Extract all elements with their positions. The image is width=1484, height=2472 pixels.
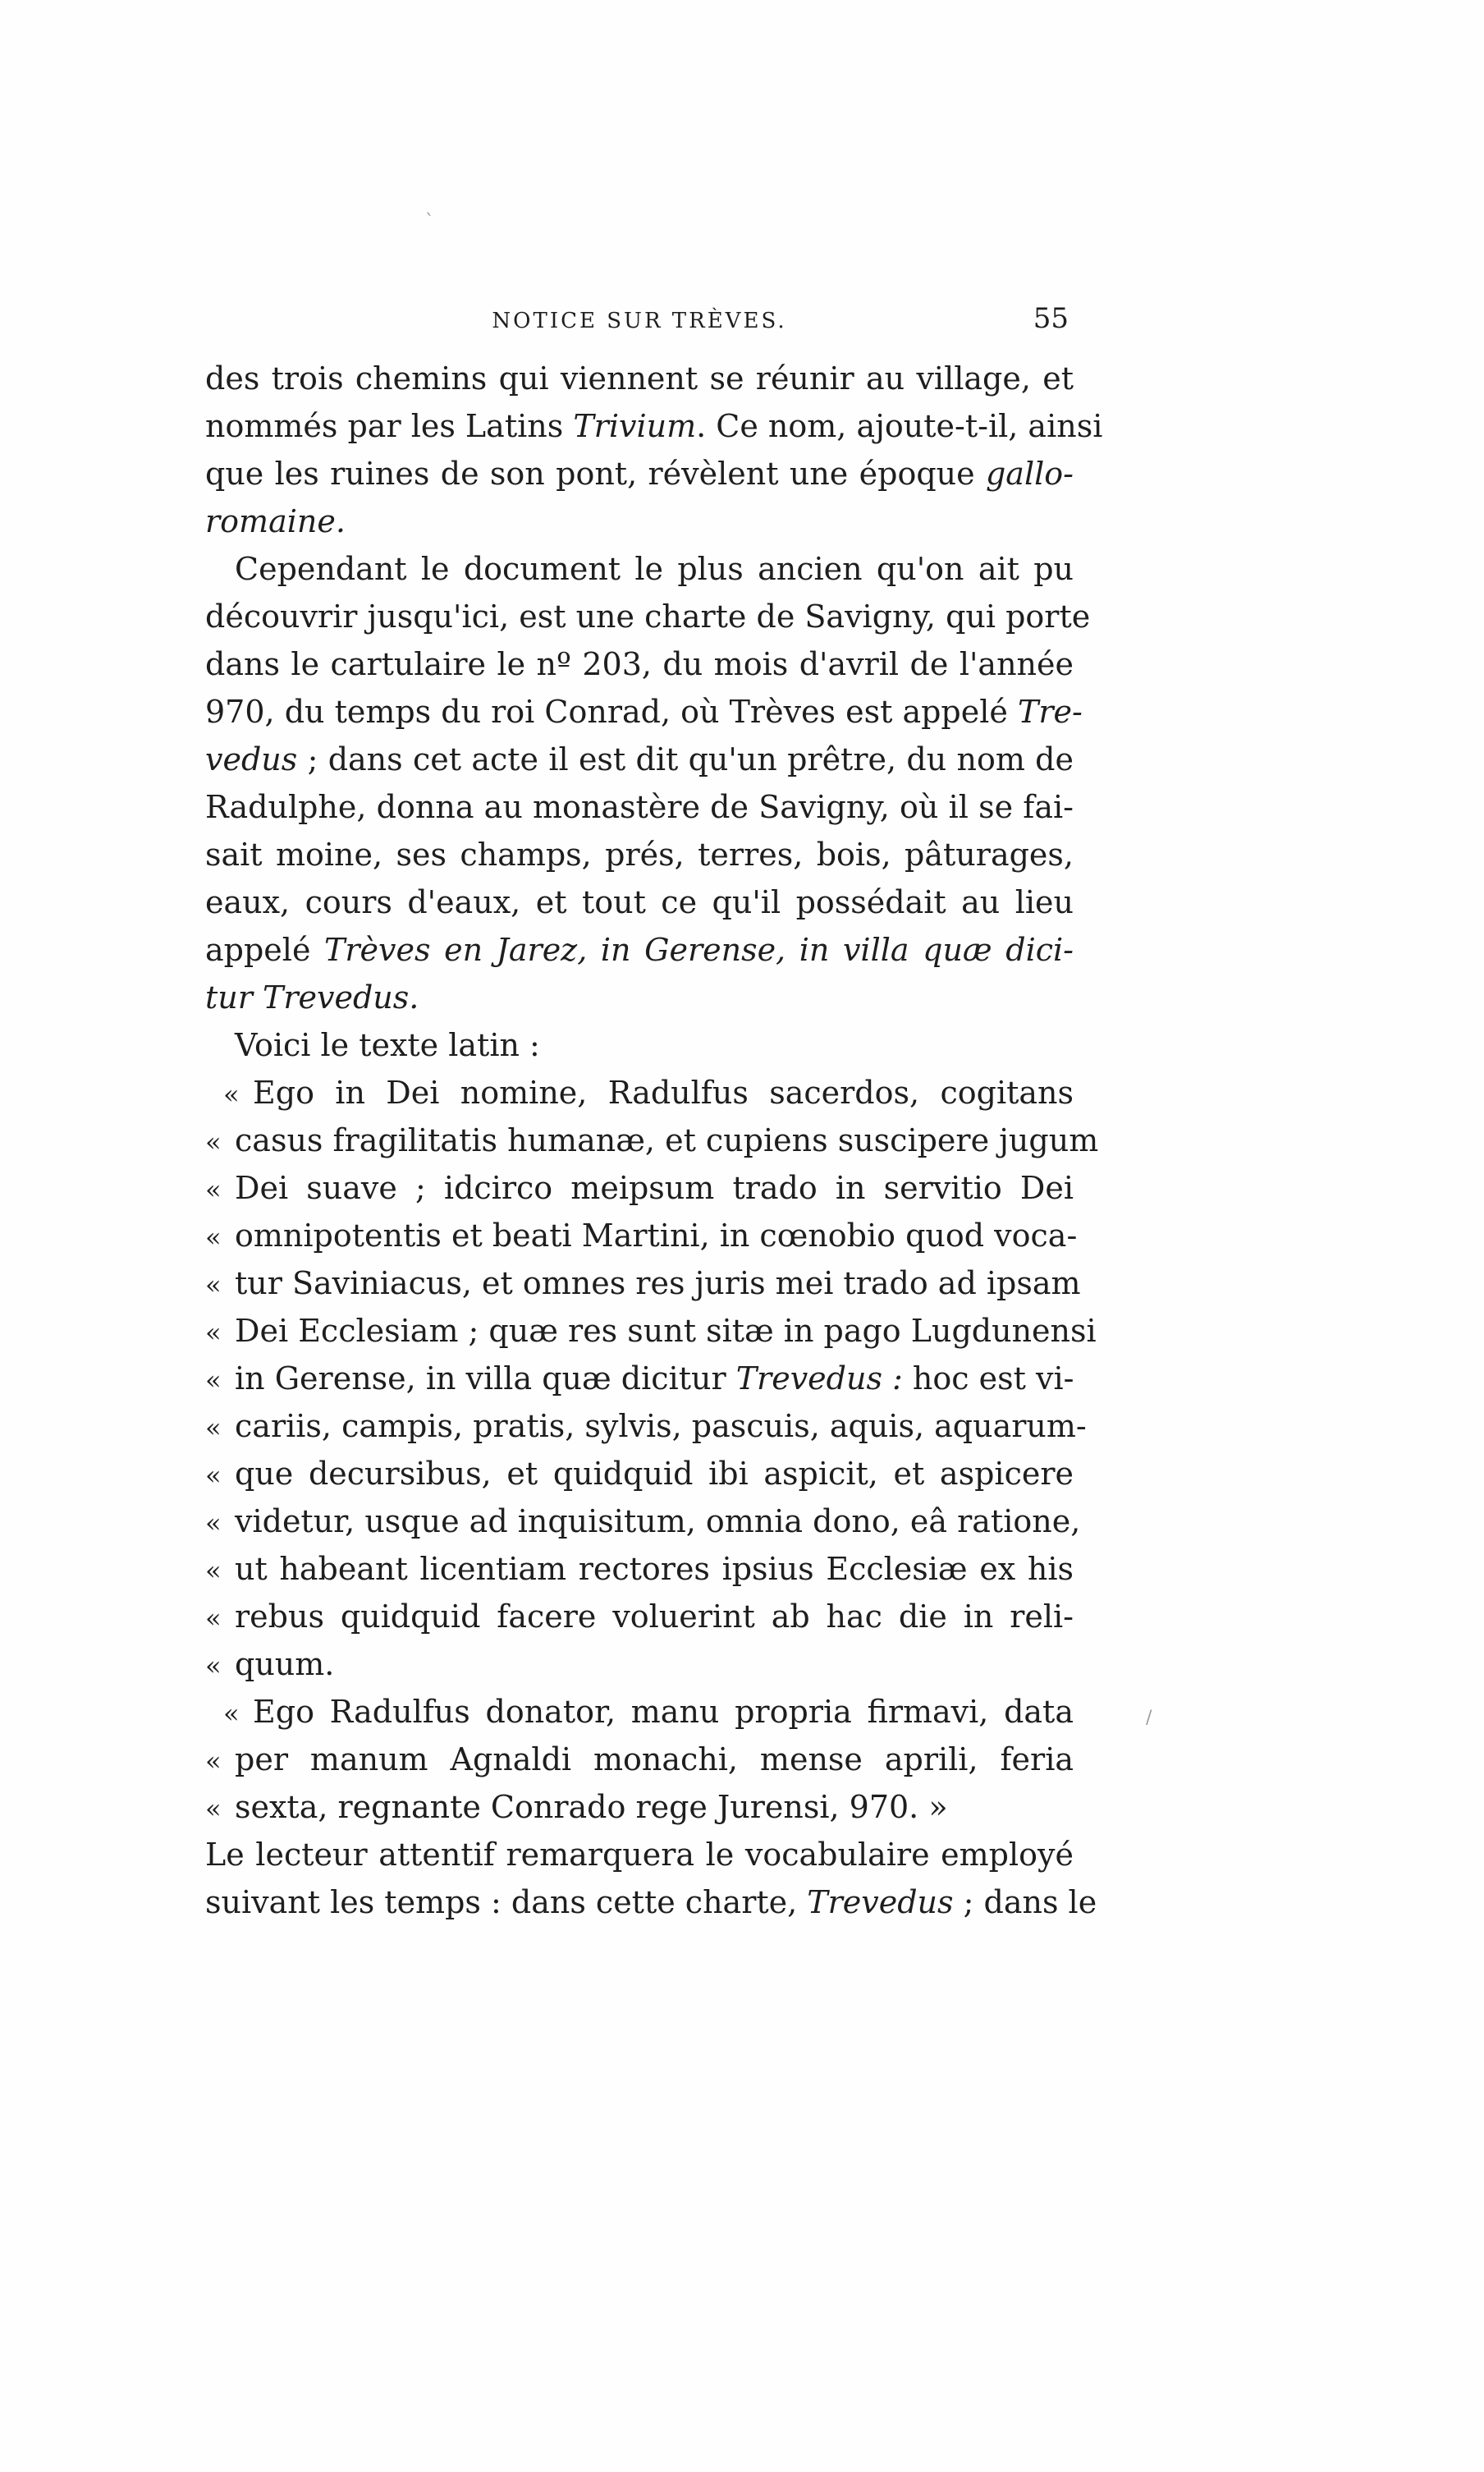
italic-word: Trèves en Jarez, in Gerense, in villa quæ dici- xyxy=(324,932,1074,968)
text-span: que les ruines de son pont, révèlent une époque xyxy=(205,456,986,492)
text-span: rebus quidquid facere voluerint ab hac die in reli- xyxy=(235,1598,1074,1635)
quote-line xyxy=(205,1593,1074,1640)
italic-word: vedus xyxy=(205,741,298,777)
quote-line xyxy=(205,1545,1074,1593)
quote-mark: « xyxy=(205,1745,222,1777)
text-span: Dei Ecclesiam ; quæ res sunt sitæ in pago Lugdunensi xyxy=(235,1313,1097,1349)
italic-word: romaine. xyxy=(205,503,346,539)
text-line xyxy=(205,498,1074,545)
quote-line xyxy=(205,1259,1081,1307)
text-span: des trois chemins qui viennent se réunir au village, et xyxy=(205,360,1074,397)
text-span: per manum Agnaldi monachi, mense aprili, feria xyxy=(235,1741,1074,1777)
text-span: Ego in Dei nomine, Radulfus sacerdos, cogitans xyxy=(253,1075,1074,1111)
text-line xyxy=(205,783,1074,831)
text-line xyxy=(205,926,1074,974)
text-span: sexta, regnante Conrado rege Jurensi, 970. » xyxy=(235,1789,948,1825)
text-span: Radulphe, donna au monastère de Savigny, où il se fai- xyxy=(205,789,1074,825)
text-span: découvrir jusqu'ici, est une charte de Savigny, qui porte xyxy=(205,599,1091,635)
text-span: ut habeant licentiam rectores ipsius Ecclesiæ ex his xyxy=(235,1551,1074,1587)
text-span: omnipotentis et beati Martini, in cœnobio quod voca- xyxy=(235,1218,1078,1254)
quote-mark: « xyxy=(205,1555,222,1586)
text-span: Voici le texte latin : xyxy=(235,1027,540,1063)
quote-mark: « xyxy=(205,1412,222,1443)
quote-line xyxy=(205,1164,1074,1212)
text-line xyxy=(205,1831,1074,1878)
text-line xyxy=(205,736,1074,783)
quote-mark: « xyxy=(205,1269,222,1300)
quote-mark: « xyxy=(205,1507,222,1539)
text-line xyxy=(205,402,1103,450)
page-number: 55 xyxy=(1033,302,1069,335)
quote-mark: « xyxy=(223,1698,240,1729)
text-span: 970, du temps du roi Conrad, où Trèves est appelé xyxy=(205,694,1018,730)
quote-line xyxy=(205,1402,1087,1450)
quote-line xyxy=(205,1497,1081,1545)
quote-mark: « xyxy=(223,1079,240,1110)
quote-line xyxy=(205,1307,1097,1355)
text-line xyxy=(205,640,1074,688)
text-span: Le lecteur attentif remarquera le vocabulaire employé xyxy=(205,1837,1074,1873)
italic-word: Tre- xyxy=(1017,694,1083,730)
text-span: que decursibus, et quidquid ibi aspicit, et aspicere xyxy=(235,1456,1074,1492)
text-line xyxy=(205,355,1074,402)
quote-mark: « xyxy=(205,1222,222,1253)
page-header xyxy=(205,297,1074,346)
text-span: nommés par les Latins xyxy=(205,408,574,444)
text-span: Ego Radulfus donator, manu propria firmavi, data xyxy=(253,1694,1074,1730)
italic-word: Trivium xyxy=(573,408,697,444)
text-line xyxy=(205,545,1074,593)
text-span: dans le cartulaire le nº 203, du mois d'avril de l'année xyxy=(205,646,1074,682)
text-span: Cependant le document le plus ancien qu'on ait pu xyxy=(235,551,1074,587)
text-span: cariis, campis, pratis, sylvis, pascuis, aquis, aquarum- xyxy=(235,1408,1087,1444)
text-span: . Ce nom, ajoute-t-il, ainsi xyxy=(696,408,1103,444)
quote-mark: « xyxy=(205,1603,222,1634)
text-line xyxy=(205,1878,1097,1926)
italic-word: Trevedus : xyxy=(735,1360,903,1397)
quote-line xyxy=(205,1783,1074,1831)
quote-mark: « xyxy=(205,1317,222,1348)
quote-line xyxy=(205,1736,1074,1783)
paper-speck: / xyxy=(1146,1708,1152,1728)
quote-mark: « xyxy=(205,1650,222,1681)
quote-line xyxy=(205,1640,1074,1688)
text-span: casus fragilitatis humanæ, et cupiens suscipere jugum xyxy=(235,1122,1099,1158)
text-span: tur Saviniacus, et omnes res juris mei trado ad ipsam xyxy=(235,1265,1081,1301)
running-title: NOTICE SUR TRÈVES. xyxy=(492,309,787,333)
text-line xyxy=(205,450,1074,498)
italic-word: gallo- xyxy=(985,456,1074,492)
quote-line xyxy=(205,1212,1078,1259)
quote-line xyxy=(205,1355,1074,1402)
text-line xyxy=(205,974,1074,1021)
quote-line xyxy=(205,1688,1074,1736)
text-line xyxy=(205,688,1083,736)
italic-word: Trevedus xyxy=(807,1884,954,1920)
quote-line xyxy=(205,1069,1074,1117)
text-span: ; dans le xyxy=(953,1884,1097,1920)
quote-line xyxy=(205,1450,1074,1497)
text-line xyxy=(205,593,1091,640)
text-span: eaux, cours d'eaux, et tout ce qu'il possédait au lieu xyxy=(205,884,1074,920)
text-span: in Gerense, in villa quæ dicitur xyxy=(235,1360,736,1397)
quote-mark: « xyxy=(205,1364,222,1396)
text-span: suivant les temps : dans cette charte, xyxy=(205,1884,808,1920)
text-line xyxy=(205,1021,1074,1069)
text-span: sait moine, ses champs, prés, terres, bois, pâturages, xyxy=(205,837,1074,873)
text-line xyxy=(205,878,1074,926)
quote-mark: « xyxy=(205,1174,222,1205)
quote-mark: « xyxy=(205,1126,222,1158)
paper-speck: ˋ xyxy=(425,212,434,232)
text-span: videtur, usque ad inquisitum, omnia dono, eâ ratione, xyxy=(235,1503,1081,1539)
quote-mark: « xyxy=(205,1793,222,1824)
text-span: quum. xyxy=(235,1646,335,1682)
text-span: appelé xyxy=(205,932,325,968)
italic-word: tur Trevedus. xyxy=(205,979,419,1016)
text-line xyxy=(205,831,1074,878)
text-span: hoc est vi- xyxy=(902,1360,1074,1397)
quote-mark: « xyxy=(205,1460,222,1491)
quote-line xyxy=(205,1117,1099,1164)
text-span: ; dans cet acte il est dit qu'un prêtre, du nom de xyxy=(297,741,1074,777)
text-span: Dei suave ; idcirco meipsum trado in servitio Dei xyxy=(235,1170,1074,1206)
